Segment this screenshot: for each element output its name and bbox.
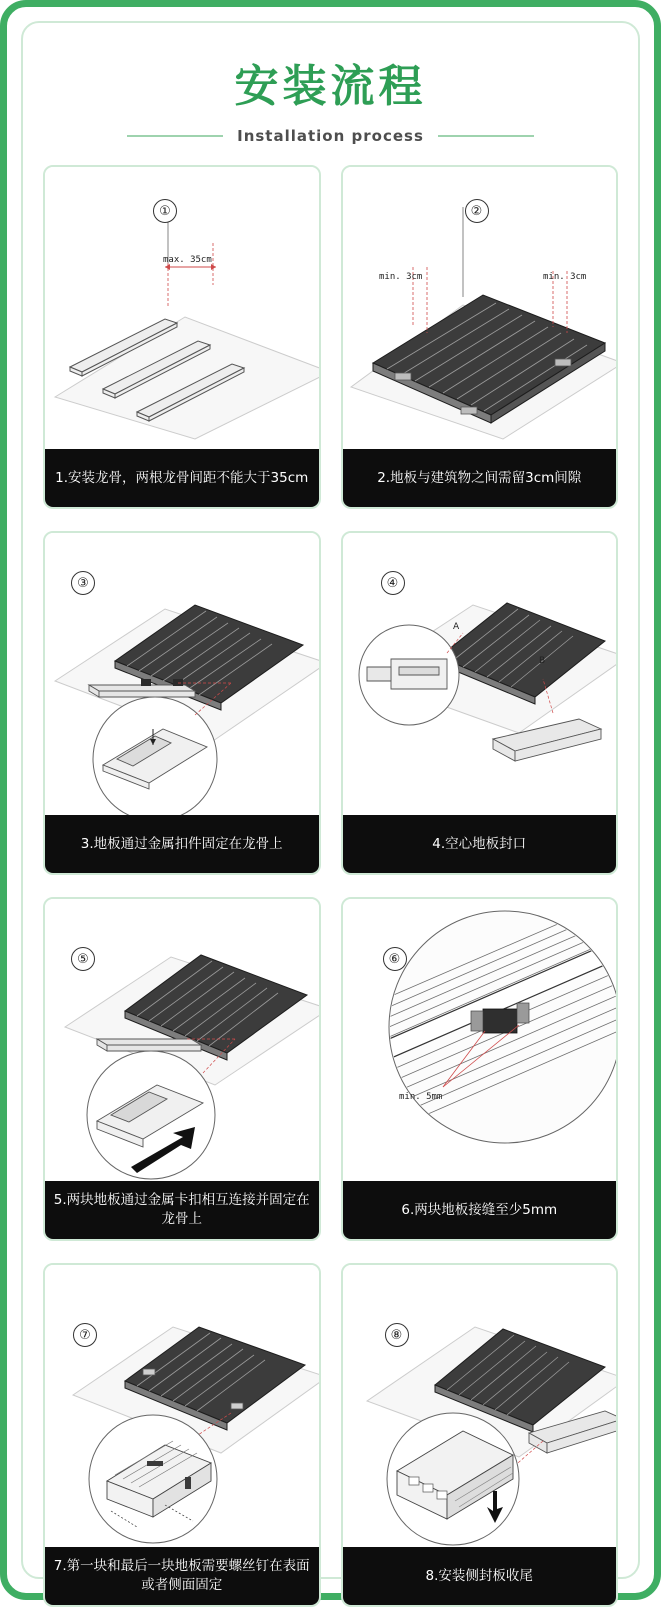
steps-grid — [43, 165, 618, 1607]
divider-left — [127, 135, 223, 137]
annotation-min-5mm: min. 5mm — [398, 1092, 442, 1103]
step-number-badge: ⑤ — [71, 947, 95, 971]
page-title: 安装流程 — [234, 61, 427, 112]
header — [43, 63, 618, 145]
annotation-max-35cm: max. 35cm — [163, 255, 212, 266]
step-number-badge: ⑥ — [383, 947, 407, 971]
step-number-badge: ⑦ — [73, 1323, 97, 1347]
subtitle-row — [43, 127, 618, 145]
annotation-min-3cm-right: min. 3cm — [542, 272, 586, 283]
step-figure — [45, 1265, 319, 1547]
step-caption: 1.安装龙骨，两根龙骨间距不能大于35cm — [45, 449, 319, 507]
step-caption: 6.两块地板接缝至少5mm — [343, 1181, 617, 1239]
annotation-a: A — [452, 622, 459, 633]
page-subtitle: Installation process — [237, 127, 424, 146]
step-caption: 2.地板与建筑物之间需留3cm间隙 — [343, 449, 617, 507]
step-caption: 5.两块地板通过金属卡扣相互连接并固定在龙骨上 — [45, 1181, 319, 1239]
annotation-b: B — [538, 656, 545, 667]
step-card — [341, 1263, 619, 1607]
annotation-min-3cm-left: min. 3cm — [378, 272, 422, 283]
step-card — [341, 897, 619, 1241]
step-figure — [45, 899, 319, 1181]
step-figure — [45, 533, 319, 815]
step-card — [43, 1263, 321, 1607]
step-caption: 8.安装侧封板收尾 — [343, 1547, 617, 1605]
step-card — [341, 531, 619, 875]
step-card — [43, 531, 321, 875]
step-caption: 3.地板通过金属扣件固定在龙骨上 — [45, 815, 319, 873]
step-number-badge: ⑧ — [385, 1323, 409, 1347]
step-card — [43, 165, 321, 509]
step-caption: 7.第一块和最后一块地板需要螺丝钉在表面或者侧面固定 — [45, 1547, 319, 1605]
step-figure — [343, 899, 617, 1181]
step-number-badge: ① — [153, 199, 177, 223]
step-card — [341, 165, 619, 509]
step-card — [43, 897, 321, 1241]
step-figure — [343, 533, 617, 815]
step-number-badge: ③ — [71, 571, 95, 595]
divider-right — [438, 135, 534, 137]
step-number-badge: ④ — [381, 571, 405, 595]
poster-inner-frame — [21, 21, 640, 1594]
step-figure — [343, 167, 617, 449]
step-figure — [343, 1265, 617, 1547]
step-caption: 4.空心地板封口 — [343, 815, 617, 873]
step-number-badge: ② — [465, 199, 489, 223]
step-figure — [45, 167, 319, 449]
